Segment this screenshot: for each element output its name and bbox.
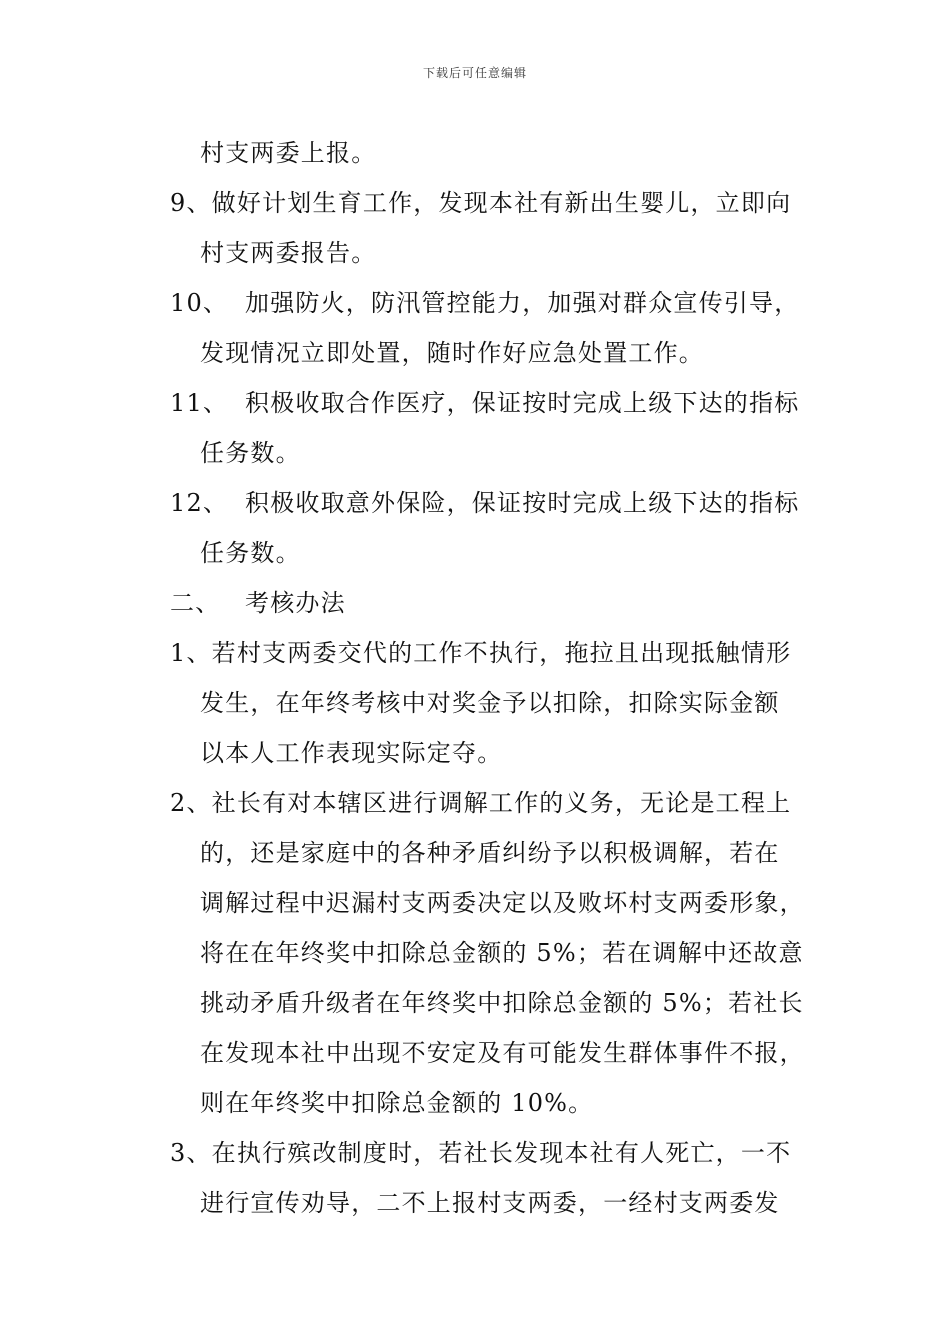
item-text: 社长有对本辖区进行调解工作的义务，无论是工程上 <box>211 789 792 817</box>
text-line: 发现情况立即处置，随时作好应急处置工作。 <box>200 339 704 367</box>
list-item-2 <box>170 778 820 828</box>
item-number: 2、 <box>170 789 212 817</box>
text-line: 进行宣传劝导，二不上报村支两委，一经村支两委发 <box>200 1189 780 1217</box>
list-item-12 <box>170 478 820 528</box>
text-line: 在发现本社中出现不安定及有可能发生群体事件不报， <box>200 1039 805 1067</box>
text-line: 村支两委报告。 <box>200 239 377 267</box>
section-heading <box>170 578 820 628</box>
list-item-1 <box>170 628 820 678</box>
text-line: 调解过程中迟漏村支两委决定以及败坏村支两委形象， <box>200 889 805 917</box>
item-text: 做好计划生育工作，发现本社有新出生婴儿，立即向 <box>211 189 792 217</box>
text-line: 村支两委上报。 <box>200 139 377 167</box>
item-number: 10、 <box>170 289 229 317</box>
text-line: 任务数。 <box>200 539 301 567</box>
item-text: 在执行殡改制度时，若社长发现本社有人死亡，一不 <box>211 1139 792 1167</box>
text-line: 发生，在年终考核中对奖金予以扣除，扣除实际金额 <box>200 689 780 717</box>
page-header: 下载后可任意编辑 <box>422 66 527 80</box>
document-body <box>170 128 820 1228</box>
item-text: 加强防火，防汛管控能力，加强对群众宣传引导， <box>245 289 800 317</box>
item-text: 积极收取意外保险，保证按时完成上级下达的指标 <box>245 489 800 517</box>
text-line: 任务数。 <box>200 439 301 467</box>
section-title: 考核办法 <box>245 589 346 617</box>
list-item-10 <box>170 278 820 328</box>
text-line: 则在年终奖中扣除总金额的 10%。 <box>200 1089 594 1117</box>
item-text: 积极收取合作医疗，保证按时完成上级下达的指标 <box>245 389 800 417</box>
item-number: 1、 <box>170 639 212 667</box>
item-number: 11、 <box>170 389 229 417</box>
text-line: 挑动矛盾升级者在年终奖中扣除总金额的 5%；若社长 <box>200 989 804 1017</box>
list-item-3 <box>170 1128 820 1178</box>
item-number: 9、 <box>170 189 212 217</box>
list-item-11 <box>170 378 820 428</box>
item-text: 若村支两委交代的工作不执行，拖拉且出现抵触情形 <box>211 639 792 667</box>
section-number: 二、 <box>170 589 221 617</box>
item-number: 12、 <box>170 489 229 517</box>
text-line: 的，还是家庭中的各种矛盾纠纷予以积极调解，若在 <box>200 839 780 867</box>
text-line: 将在在年终奖中扣除总金额的 5%；若在调解中还故意 <box>200 939 804 967</box>
text-line: 以本人工作表现实际定夺。 <box>200 739 503 767</box>
item-number: 3、 <box>170 1139 212 1167</box>
list-item-9 <box>170 178 820 228</box>
